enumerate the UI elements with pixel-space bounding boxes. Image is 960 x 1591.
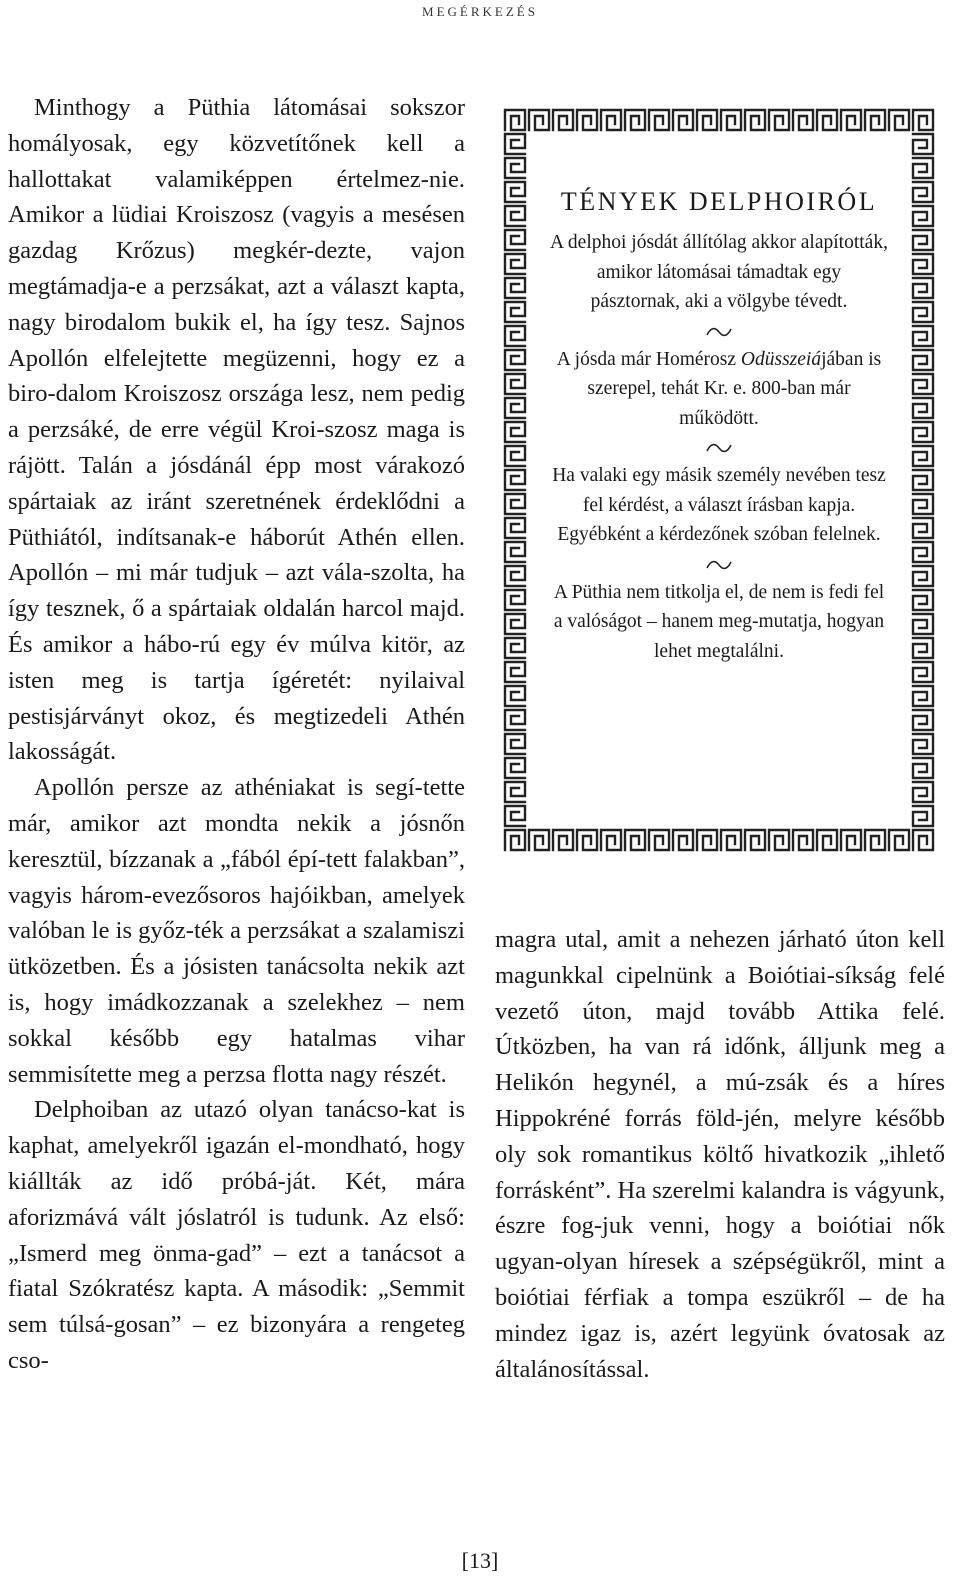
meander-unit: [913, 374, 933, 394]
meander-unit: [889, 110, 909, 130]
meander-unit: [721, 110, 741, 130]
body-paragraph: Apollón persze az athéniakat is segí-tette már, amikor azt mondta nekik a jósnőn keresztül, bízzanak a „fából épí-tett falakban”, vagyis három-evezősoros hajóikban, amelyek valóban le is győz-ték a perzsákat a szalamiszi ütközetben. És a jósisten tanácsolta nekik azt is, hogy imádkozzanak a szelekhez – nem sokkal később egy hatalmas vihar semmisítette meg a perzsa flotta nagy részét.: [8, 774, 465, 1088]
meander-unit: [913, 182, 933, 202]
meander-unit: [913, 470, 933, 490]
meander-unit: [505, 614, 525, 634]
meander-unit: [505, 230, 525, 250]
meander-unit: [841, 110, 861, 130]
fact-item: A Püthia nem titkolja el, de nem is fedi fel a valóságot – hanem meg-mutatja, hogyan lehet megtalálni.: [553, 581, 885, 662]
body-paragraph: Delphoiban az utazó olyan tanácso-kat is kaphat, amelyekről igazán el-mondható, hogy kiállták az idő próbá-ját. Két, mára aforizmává vált jóslatról is tudunk. Az első: „Ismerd meg önma-gad” – ezt a tanácsot a fiatal Szókratész kapta. A második: „Semmit sem túlsá-gosan” – ez bizonyára a rengeteg cso-: [8, 1096, 465, 1374]
meander-unit: [625, 830, 645, 850]
meander-unit: [913, 758, 933, 778]
meander-unit: [505, 182, 525, 202]
meander-unit: [601, 830, 621, 850]
meander-unit: [505, 158, 525, 178]
meander-unit: [505, 302, 525, 322]
meander-unit: [505, 542, 525, 562]
meander-unit: [913, 278, 933, 298]
meander-unit: [505, 278, 525, 298]
meander-unit: [913, 686, 933, 706]
meander-unit: [505, 470, 525, 490]
meander-unit: [505, 518, 525, 538]
meander-unit: [505, 782, 525, 802]
meander-unit: [577, 110, 597, 130]
meander-unit: [505, 374, 525, 394]
meander-unit: [913, 782, 933, 802]
fact-item: A delphoi jósdát állítólag akkor alapították, amikor látomásai támadtak egy pásztornak, aki a völgybe tévedt.: [550, 232, 888, 312]
meander-unit: [673, 830, 693, 850]
meander-unit: [505, 590, 525, 610]
meander-unit: [913, 494, 933, 514]
swash-ornament-icon: [550, 321, 888, 343]
fact-text: jában is szerepel, tehát Kr. e. 800-ban már működött.: [587, 348, 882, 429]
meander-unit: [505, 350, 525, 370]
meander-unit: [817, 110, 837, 130]
left-column: [8, 90, 465, 1379]
meander-unit: [505, 422, 525, 442]
meander-unit: [913, 830, 933, 850]
meander-unit: [913, 110, 933, 130]
fact-item: Ha valaki egy másik személy nevében tesz fel kérdést, a választ írásban kapja. Egyébként a kérdezőnek szóban felelnek.: [552, 465, 886, 545]
meander-unit: [889, 830, 909, 850]
fact-item: [550, 345, 888, 434]
meander-unit: [769, 110, 789, 130]
swash-ornament-icon: [550, 554, 888, 576]
facts-sidebar-box: [492, 96, 946, 864]
meander-unit: [769, 830, 789, 850]
meander-unit: [673, 110, 693, 130]
meander-unit: [913, 638, 933, 658]
meander-unit: [529, 830, 549, 850]
meander-unit: [697, 110, 717, 130]
meander-unit: [913, 422, 933, 442]
meander-unit: [913, 398, 933, 418]
fact-text: A jósda már Homérosz: [556, 348, 741, 370]
sidebar-content: [550, 186, 888, 666]
body-paragraph: Minthogy a Püthia látomásai sokszor homályosak, egy közvetítőnek kell a hallottakat valamiképpen értelmez-nie. Amikor a lüdiai Kroiszosz (vagyis a mesésen gazdag Krőzus) megkér-dezte, vajon megtámadja-e a perzsákat, azt a választ kapta, nagy birodalom bukik el, ha így tesz. Sajnos Apollón elfelejtette megüzenni, hogy ez a biro-dalom Kroiszosz országa lesz, nem pedig a perzsáké, de erre végül Kroi-szosz maga is rájött. Talán a jósdánál épp most várakozó spártaiak az iránt szeretnének érdeklődni a Püthiától, indítsanak-e háborút Athén ellen. Apollón – mi már tudjuk – azt vála-szolta, ha így tesznek, ő a spártaiak oldalán harcol majd. És amikor a hábo-rú egy év múlva kitör, az isten meg is tartja ígéretét: nyilaival pestisjárványt okoz, és megtizedeli Athén lakosságát.: [8, 94, 465, 766]
meander-unit: [505, 326, 525, 346]
meander-unit: [505, 638, 525, 658]
meander-unit: [553, 830, 573, 850]
meander-unit: [913, 230, 933, 250]
meander-unit: [817, 830, 837, 850]
meander-unit: [553, 110, 573, 130]
meander-unit: [505, 134, 525, 154]
right-column: [495, 922, 945, 1387]
meander-unit: [505, 494, 525, 514]
meander-unit: [913, 518, 933, 538]
meander-unit: [913, 158, 933, 178]
meander-unit: [649, 830, 669, 850]
meander-unit: [913, 542, 933, 562]
meander-unit: [913, 566, 933, 586]
meander-unit: [745, 110, 765, 130]
meander-unit: [913, 302, 933, 322]
meander-unit: [505, 734, 525, 754]
meander-unit: [505, 806, 525, 826]
meander-unit: [913, 446, 933, 466]
meander-unit: [913, 734, 933, 754]
page-number: [13]: [461, 1548, 499, 1573]
running-head: MEGÉRKEZÉS: [422, 4, 538, 19]
meander-unit: [913, 326, 933, 346]
meander-unit: [913, 206, 933, 226]
meander-unit: [841, 830, 861, 850]
meander-unit: [505, 710, 525, 730]
meander-unit: [505, 206, 525, 226]
fact-italic-title: Odüsszeiá: [740, 348, 822, 370]
meander-unit: [913, 254, 933, 274]
meander-unit: [505, 830, 525, 850]
meander-unit: [721, 830, 741, 850]
meander-unit: [865, 830, 885, 850]
meander-unit: [505, 566, 525, 586]
meander-unit: [745, 830, 765, 850]
sidebar-title: TÉNYEK DELPHOIRÓL: [560, 187, 878, 216]
meander-unit: [505, 398, 525, 418]
meander-unit: [793, 830, 813, 850]
meander-unit: [625, 110, 645, 130]
meander-unit: [601, 110, 621, 130]
meander-unit: [913, 590, 933, 610]
meander-unit: [505, 446, 525, 466]
meander-unit: [505, 254, 525, 274]
meander-unit: [913, 662, 933, 682]
meander-unit: [913, 710, 933, 730]
meander-unit: [529, 110, 549, 130]
meander-unit: [793, 110, 813, 130]
meander-unit: [505, 110, 525, 130]
meander-unit: [913, 134, 933, 154]
meander-unit: [865, 110, 885, 130]
body-paragraph: magra utal, amit a nehezen járható úton kell magunkkal cipelnünk a Boiótiai-síkság felé vezető úton, majd tovább Attika felé. Útközben, ha van rá időnk, álljunk meg a Helikón hegynél, a mú-zsák és a híres Hippokréné forrás föld-jén, melyre később oly sok romantikus költő hivatkozik „ihlető forrásként”. Ha szerelmi kalandra is vágyunk, észre fog-juk venni, hogy a boiótiai nők ugyan-olyan híresek a szépségükről, mint a boiótiai férfiak a tompa eszükről – de ha mindez igaz is, azért legyünk óvatosak az általánosítással.: [495, 926, 945, 1383]
swash-ornament-icon: [550, 437, 888, 459]
meander-unit: [913, 806, 933, 826]
meander-unit: [649, 110, 669, 130]
meander-unit: [505, 686, 525, 706]
meander-unit: [505, 758, 525, 778]
meander-unit: [505, 662, 525, 682]
meander-unit: [697, 830, 717, 850]
meander-unit: [913, 614, 933, 634]
meander-unit: [577, 830, 597, 850]
meander-unit: [913, 350, 933, 370]
